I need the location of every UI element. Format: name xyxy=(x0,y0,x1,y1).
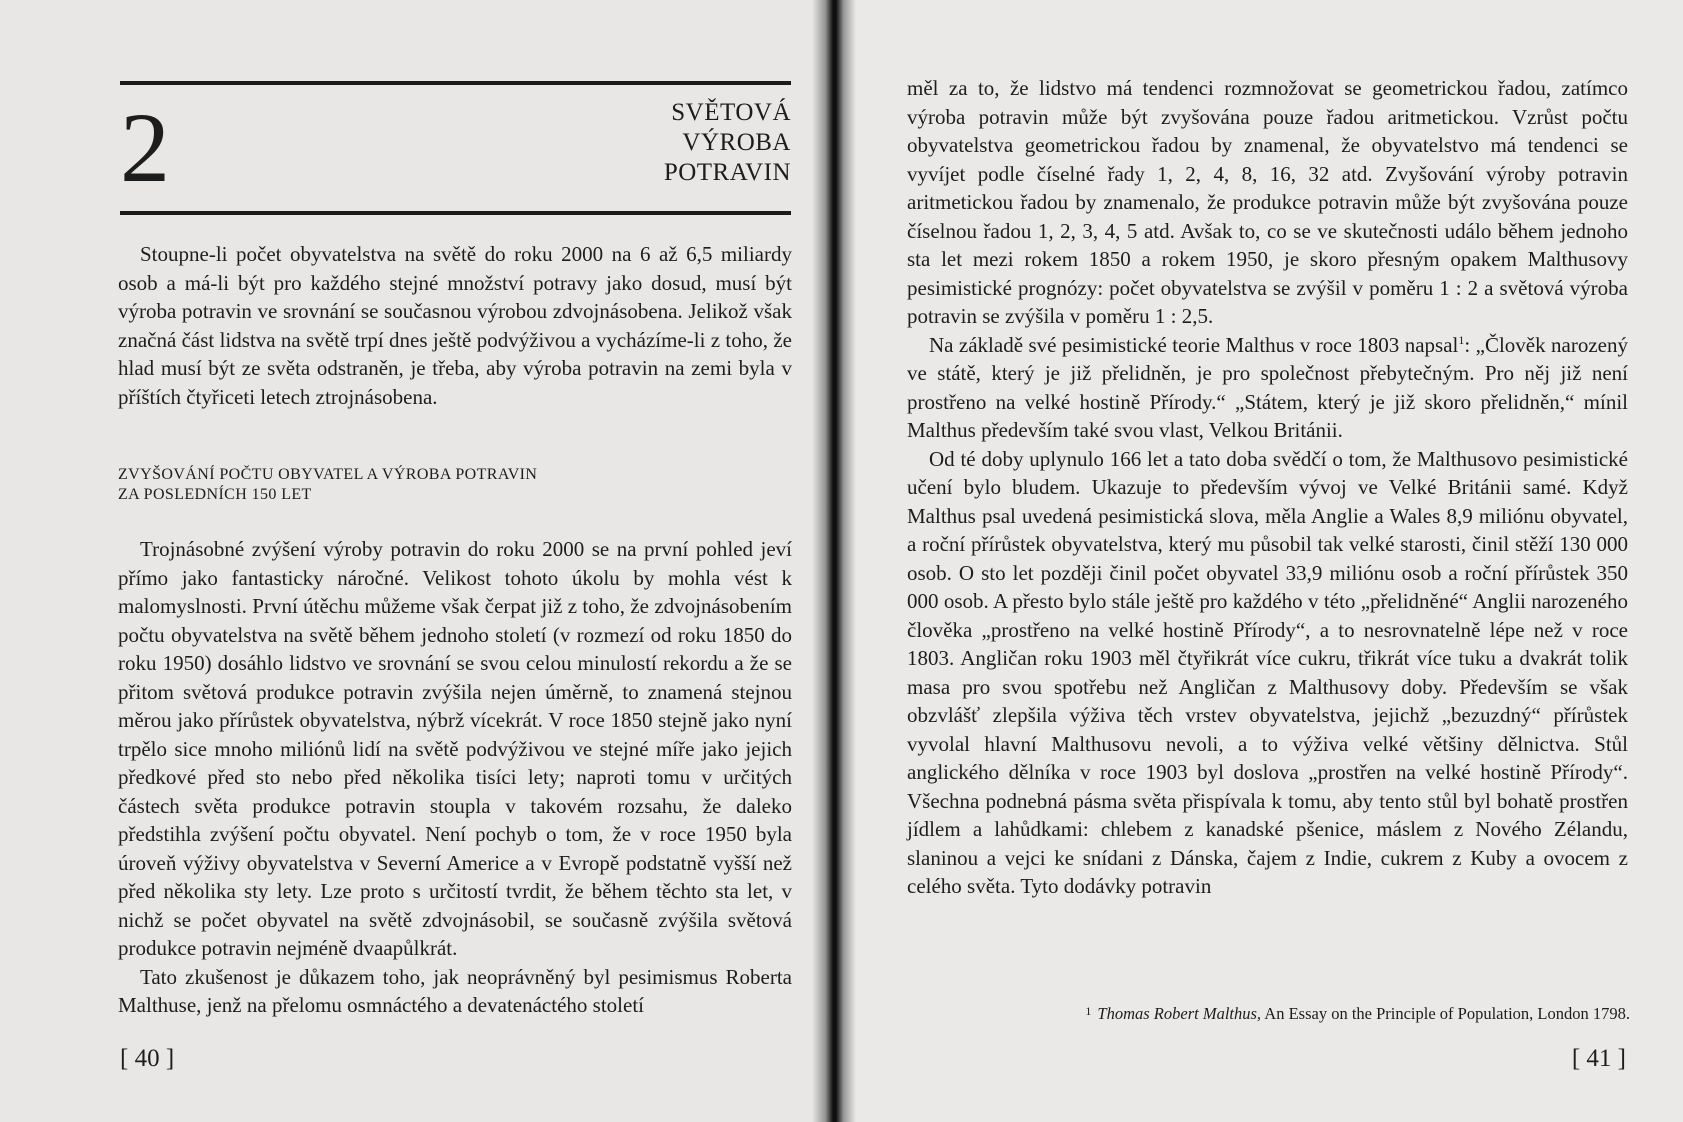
intro-paragraph: Stoupne-li počet obyvatelstva na světě do roku 2000 na 6 až 6,5 miliardy osob a má-li být pro každého stejné množství potravy jako dosud, musí být výroba potravin ve srovnání se současnou výrobou zdvojnásobena. Jelikož však značná část lidstva na světě trpí dnes ještě podvýživou a vycházíme-li z toho, že hlad musí být ze světa odstraněn, je třeba, aby výroba potravin na zemi byla v příštích čtyřiceti letech ztrojnásobena. xyxy=(118,242,792,409)
footnote-author: Thomas Robert Malthus, xyxy=(1097,1004,1262,1023)
body-paragraph: Od té doby uplynulo 166 let a tato doba svědčí o tom, že Malthusovo pesimistické učení bylo bludem. Ukazuje to především vývoj ve Velké Británii samé. Když Malthus psal uvedená pesimistická slova, měla Anglie a Wales 8,9 miliónu obyvatel, a roční přírůstek obyvatelstva, který mu působil tak velké starosti, činil stěží 130 000 osob. O sto let později činil počet obyvatel 33,9 miliónu osob a roční přírůstek 350 000 osob. A přesto bylo stále ještě pro každého v této „přelidněné“ Anglii narozeného člověka „prostřeno na velké hostině Přírody“, a to nesrovnatelně lépe než v roce 1803. Angličan roku 1903 měl čtyřikrát více cukru, třikrát více tuku a dvakrát tolik masa pro svou spotřebu než Angličan z Malthusovy doby. Především se však obzvlášť zlepšila výživa těch vrstev obyvatelstva, jejichž „bezuzdný“ přírůstek vyvolal hlavní Malthusovu nevoli, a to výživa velké většiny dělnictva. Stůl anglického dělníka v roce 1903 byl doslova „prostřen na velké hostině Přírody“. Všechna podnebná pásma světa přispívala k tomu, aby tento stůl byl bohatě prostřen jídlem a lahůdkami: chlebem z kanadské pšenice, máslem z Nového Zélandu, slaninou a vejci ke snídani z Dánska, čajem z Indie, cukrem z Kuby a ovocem z celého světa. Tyto dodávky potravin xyxy=(907,446,1628,898)
body-paragraph: Trojnásobné zvýšení výroby potravin do roku 2000 se na první pohled jeví přímo jako fantasticky náročné. Velikost tohoto úkolu by mohla vést k malomyslnosti. První útěchu můžeme však čerpat již z toho, že zdvojnásobením počtu obyvatelstva na světě během jednoho století (v rozmezí od roku 1850 do roku 1950) dosáhlo lidstvo ve srovnání se svou celou minulostí rekordu a že se přitom světová produkce potravin zvýšila nejen úměrně, to znamená stejnou měrou jako přírůstek obyvatelstva, nýbrž vícekrát. V roce 1850 stejně jako nyní trpělo sice mnoho miliónů lidí na světě podvýživou ve stejné míře jako jejich předkové před sto nebo před několika tisíci lety; naproti tomu v určitých částech světa produkce potravin stoupla v takovém rozsahu, že daleko předstihla zvýšení počtu obyvatel. Není pochyb o tom, že v roce 1950 byla úroveň výživy obyvatelstva v Severní Americe a v Evropě podstatně vyšší než před několika sty lety. Lze proto s určitostí tvrdit, že během těchto sta let, v nichž se počet obyvatel na světě zdvojnásobil, se současně zvýšila světová produkce potravin nejméně dvaapůlkrát. xyxy=(118,537,792,960)
footnote-reference: 1 xyxy=(1458,332,1465,347)
body-paragraph-text: Na základě své pesimistické teorie Malthus v roce 1803 napsal xyxy=(929,332,1459,357)
chapter-title-line: VÝROBA xyxy=(682,129,791,156)
left-page xyxy=(0,0,826,1122)
book-spine-shadow xyxy=(812,0,856,1122)
intro-text xyxy=(118,240,792,411)
right-body-text xyxy=(907,74,1628,901)
chapter-number: 2 xyxy=(120,92,170,203)
footnote-marker: 1 xyxy=(1085,1004,1092,1018)
body-paragraph: měl za to, že lidstvo má tendenci rozmnožovat se geometrickou řadou, zatímco výroba potravin může být zvyšována pouze řadou aritmetickou. Vzrůst počtu obyvatelstva geometrickou řadou by znamenal, že obyvatelstvo má tendenci se vyvíjet podle číselné řady 1, 2, 4, 8, 16, 32 atd. Zvyšování výroby potravin aritmetickou řadou by znamenalo, že produkce potravin může být zvyšována pouze číselnou řadou 1, 2, 3, 4, 5 atd. Avšak to, co se ve skutečnosti událo během jednoho sta let mezi rokem 1850 a rokem 1950, je skoro přesným opakem Malthusovy pesimistické prognózy: počet obyvatelstva se zvýšil v poměru 1 : 2 a světová výroba potravin se zvýšila v poměru 1 : 2,5. xyxy=(907,76,1628,328)
chapter-title xyxy=(491,98,791,188)
chapter-rule-bottom xyxy=(120,211,791,215)
chapter-title-line: POTRAVIN xyxy=(663,159,791,186)
footnote-text: An Essay on the Principle of Population, London 1798. xyxy=(1264,1004,1630,1023)
section-heading-line: ZVYŠOVÁNÍ POČTU OBYVATEL A VÝROBA POTRAVIN xyxy=(118,466,538,483)
section-heading-line: ZA POSLEDNÍCH 150 LET xyxy=(118,486,312,503)
section-heading xyxy=(118,465,792,505)
chapter-title-line: SVĚTOVÁ xyxy=(671,99,791,126)
section-text xyxy=(118,535,792,1020)
body-paragraph: Na základě své pesimistické teorie Malthus v roce 1803 napsal$^1$: „Člověk narozený ve státě, který je již přelidněn, je pro společnost přebytečným. Pro něj již není prostřeno na velké hostině Přírody.“ „Státem, který je již skoro přelidněn,“ mínil Malthus především také svou vlast, Velkou Británii. xyxy=(907,332,1628,442)
chapter-rule-top xyxy=(120,81,791,85)
quotation-text: „Člověk narozený ve státě, který je již přelidněn, je pro společnost přebytečným. Pro něj již není prostřeno na velké hostině Přírody.“ „Státem, který je již skoro přelidněn,“ mínil Malthus především také svou vlast, Velkou Británii. xyxy=(907,332,1628,442)
body-paragraph: Tato zkušenost je důkazem toho, jak neoprávněný byl pesimismus Roberta Malthuse, jenž na přelomu osmnáctého a devatenáctého století xyxy=(118,964,792,1017)
page-number-left: [ 40 ] xyxy=(120,1045,175,1072)
right-page xyxy=(842,0,1683,1122)
page-number-right: [ 41 ] xyxy=(1571,1045,1626,1072)
footnote xyxy=(930,1000,1630,1025)
